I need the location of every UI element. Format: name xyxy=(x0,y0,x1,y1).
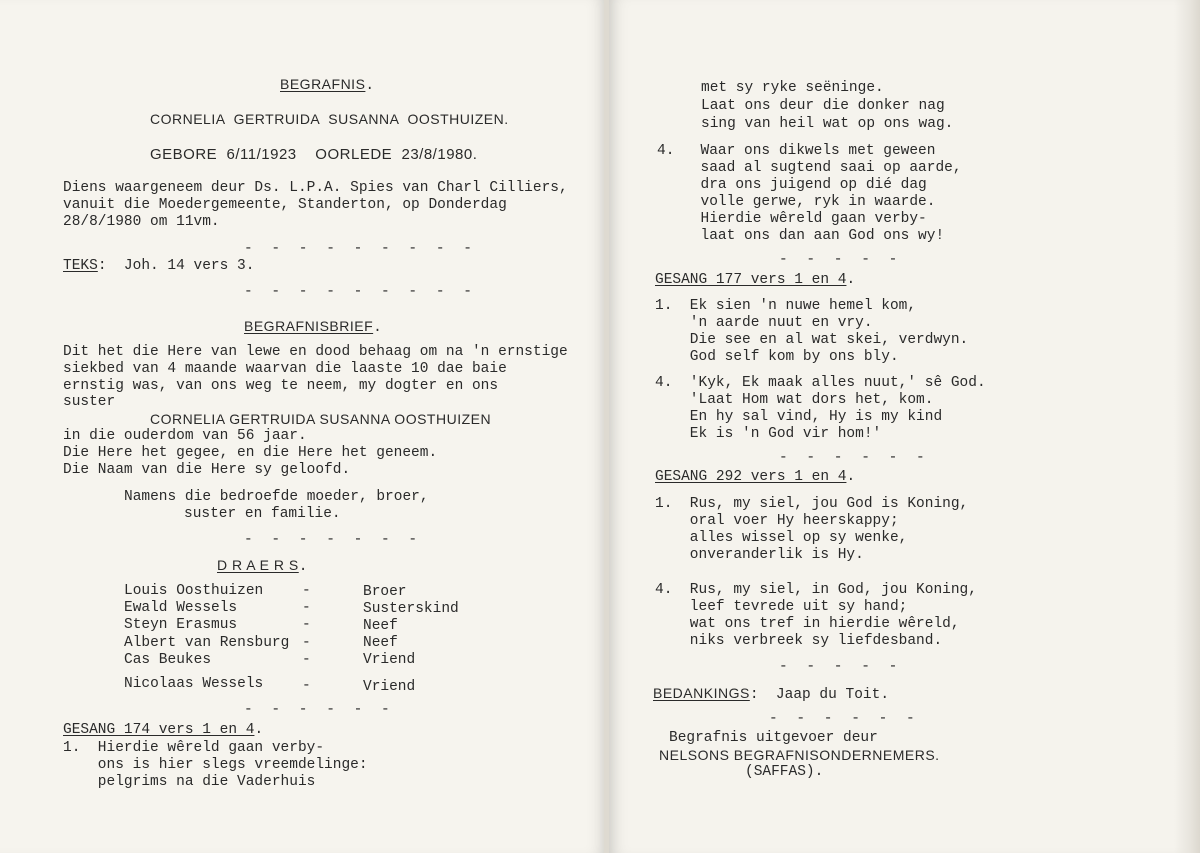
separator: - - - - - - - - - xyxy=(244,241,477,257)
deceased-name: CORNELIA GERTRUIDA SUSANNA OOSTHUIZEN. xyxy=(150,111,509,127)
separator: - - - - - xyxy=(779,252,903,268)
acknowledgements: BEDANKINGS: Jaap du Toit. xyxy=(653,685,890,703)
funeral-title: BEGRAFNIS. xyxy=(280,76,375,94)
funeral-letter-title: BEGRAFNISBRIEF. xyxy=(244,318,382,336)
text-reference: TEKS: Joh. 14 vers 3. xyxy=(63,258,255,274)
separator: - - - - - - - - - xyxy=(244,284,477,300)
hymn-177-title: GESANG 177 vers 1 en 4. xyxy=(655,272,856,288)
page-edge-shadow xyxy=(1174,0,1200,853)
separator: - - - - - xyxy=(779,659,903,675)
bearers-title: D R A E R S. xyxy=(217,557,308,575)
birth-death-dates: GEBORE 6/11/1923 OORLEDE 23/8/1980. xyxy=(150,146,478,163)
left-page: BEGRAFNIS. CORNELIA GERTRUIDA SUSANNA OOSTHUIZEN. GEBORE 6/11/1923 OORLEDE 23/8/1980. Diens waargeneem deur Ds. L.P.A. Spies van Charl Cilliers, vanuit die Moedergemeente, Standerton, op Donderdag 28/8/1980 om 11vm. - - - - - - - - - TEKS: Joh. 14 vers 3. - - - - - - - - - BEGRAFNISBRIEF. Dit het die Here van lewe en dood behaag om na 'n ernstige siekbed van 4 maande waarvan die laaste 10 dae baie ernstig was, van ons weg te neem, my dogter en ons suster CORNELIA GERTRUIDA SUSANNA OOSTHUIZEN in die ouderdom van 56 jaar. Die Here het gegee, en die Here het geneem. Die Naam van die Here sy geloofd. Namens die bedroefde moeder, broer, suster en familie. - - - - - - - D R A E R S. Louis Oosthuizen - Broer Ewald Wessels - Susterskind Steyn Erasmus - Neef Albert van Rensburg - Neef Cas Beukes - Vriend Nicolaas Wessels - Vriend - - - - - - GESANG 174 vers 1 en 4. 1. Hierdie wêreld gaan verby- ons is hier slegs vreemdelinge: pelgrims na die Vaderhuis xyxy=(0,0,606,853)
hymn-292-title: GESANG 292 vers 1 en 4. xyxy=(655,469,856,485)
right-page: met sy ryke seëninge. Laat ons deur die donker nag sing van heil wat op ons wag. 4. Waar ons dikwels met geween saad al sugtend saai op aarde, dra ons juigend op dié dag volle gerwe, ryk in waarde. Hierdie wêreld gaan verby- laat ons dan aan God ons wy! - - - - - GESANG 177 vers 1 en 4. 1. Ek sien 'n nuwe hemel kom, 'n aarde nuut en vry. Die see en al wat skei, verdwyn. God self kom by ons bly. 4. 'Kyk, Ek maak alles nuut,' sê God. 'Laat Hom wat dors het, kom. En hy sal vind, Hy is my kind Ek is 'n God vir hom!' - - - - - - GESANG 292 vers 1 en 4. 1. Rus, my siel, jou God is Koning, oral voer Hy heerskappy; alles wissel op sy wenke, onveranderlik is Hy. 4. Rus, my siel, in God, jou Koning, leef tevrede uit sy hand; wat ons tref in hierdie wêreld, niks verbreek sy liefdesband. - - - - - BEDANKINGS: Jaap du Toit. - - - - - - Begrafnis uitgevoer deur NELSONS BEGRAFNISONDERNEMERS. (SAFFAS). xyxy=(609,0,1200,853)
separator: - - - - - - xyxy=(779,450,930,466)
separator: - - - - - - xyxy=(769,711,920,727)
separator: - - - - - - xyxy=(244,702,395,718)
separator: - - - - - - - xyxy=(244,532,423,548)
hymn-174-title: GESANG 174 vers 1 en 4. xyxy=(63,722,264,738)
